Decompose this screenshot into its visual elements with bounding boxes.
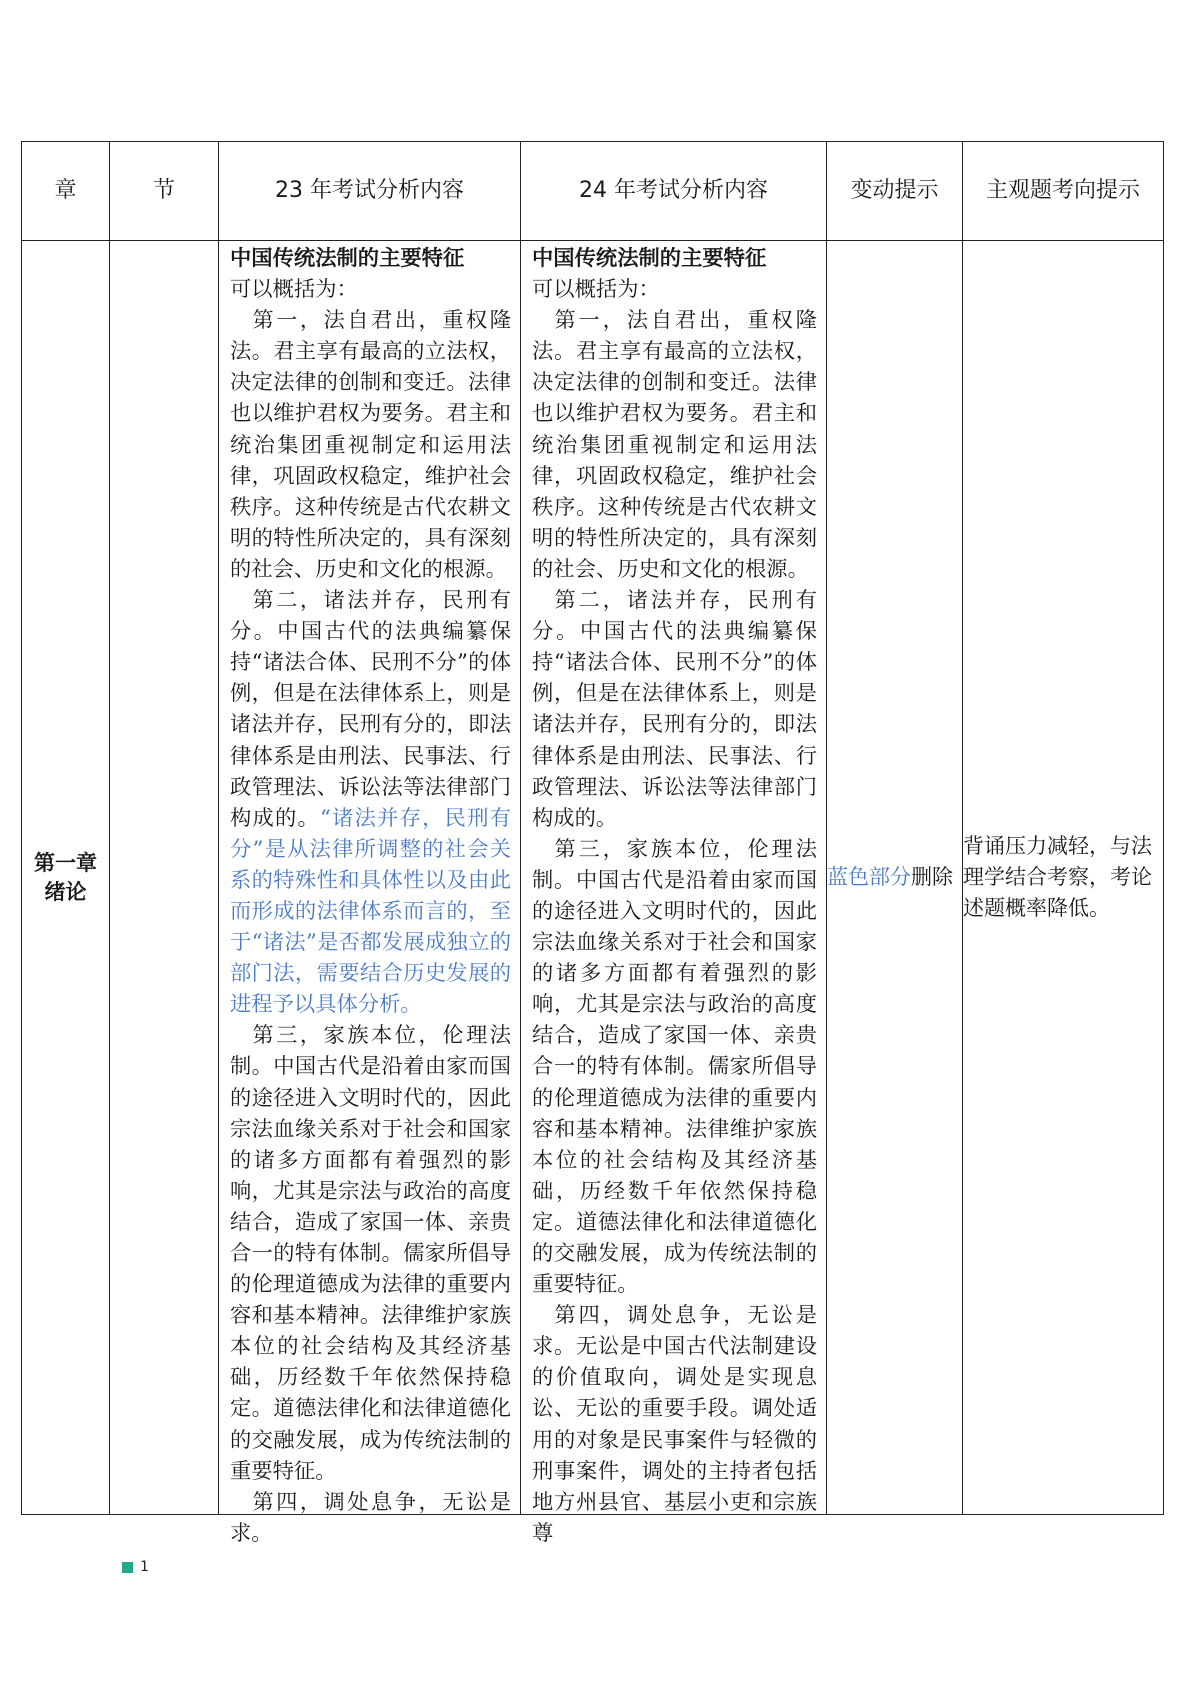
point-1: 第一，法自君出，重权隆法。君主享有最高的立法权，决定法律的创制和变迁。法律也以维护君权为要务。君主和统治集团重视制定和运用法律，巩固政权稳定，维护社会秩序。这种传统是古代农耕文明的特性所决定的，具有深刻的社会、历史和文化的根源。 <box>532 308 817 582</box>
chapter-cell <box>22 241 110 1515</box>
header-row <box>22 142 1164 241</box>
header-section: 节 <box>110 142 219 241</box>
chapter-number: 第一章 <box>34 850 97 875</box>
topic-title: 中国传统法制的主要特征 <box>230 246 465 271</box>
section-cell <box>110 241 219 1515</box>
point-2: 第二，诸法并存，民刑有分。中国古代的法典编纂保持“诸法合体、民刑不分”的体例，但是在法律体系上，则是诸法并存，民刑有分的，即法律体系是由刑法、民事法、行政管理法、诉讼法等法律部门构成的。 <box>532 588 817 831</box>
point-3: 第三，家族本位，伦理法制。中国古代是沿着由家而国的途径进入文明时代的，因此宗法血缘关系对于社会和国家的诸多方面都有着强烈的影响，尤其是宗法与政治的高度结合，造成了家国一体、亲贵合一的特有体制。儒家所倡导的伦理道德成为法律的重要内容和基本精神。法律维护家族本位的社会结构及其经济基础，历经数千年依然保持稳定。道德法律化和法律道德化的交融发展，成为传统法制的重要特征。 <box>532 836 817 1298</box>
topic-intro: 可以概括为： <box>532 277 660 303</box>
page-number: 1 <box>140 1559 149 1575</box>
content-2023-cell <box>219 241 521 1546</box>
topic-title: 中国传统法制的主要特征 <box>532 246 767 271</box>
header-2024-content: 24 年考试分析内容 <box>521 142 827 241</box>
header-chapter: 章 <box>22 142 110 241</box>
change-cell <box>827 241 963 1515</box>
chapter-title: 绪论 <box>44 879 87 904</box>
square-marker-icon <box>122 1562 133 1573</box>
point-1: 第一，法自君出，重权隆法。君主享有最高的立法权，决定法律的创制和变迁。法律也以维护君权为要务。君主和统治集团重视制定和运用法律，巩固政权稳定，维护社会秩序。这种传统是古代农耕文明的特性所决定的，具有深刻的社会、历史和文化的根源。 <box>230 308 511 582</box>
content-2024-cell <box>521 241 827 1546</box>
hint-cell: 背诵压力减轻，与法理学结合考察，考论述题概率降低。 <box>963 241 1164 1515</box>
topic-intro: 可以概括为： <box>230 277 358 303</box>
analysis-table <box>21 141 1164 1546</box>
deleted-text: “诸法并存，民刑有分”是从法律所调整的社会关系的特殊性和具体性以及由此而形成的法律体系而言的，至于“诸法”是否都发展成独立的部门法，需要结合历史发展的进程予以具体分析。 <box>230 805 511 1018</box>
page-footer <box>122 1559 149 1575</box>
change-blue-label: 蓝色部分 <box>827 865 911 889</box>
change-action: 删除 <box>911 865 953 889</box>
point-2: 第二，诸法并存，民刑有分。中国古代的法典编纂保持“诸法合体、民刑不分”的体例，但是在法律体系上，则是诸法并存，民刑有分的，即法律体系是由刑法、民事法、行政管理法、诉讼法等法律部门构成的。“诸法并存，民刑有分”是从法律所调整的社会关系的特殊性和具体性以及由此而形成的法律体系而言的，至于“诸法”是否都发展成独立的部门法，需要结合历史发展的进程予以具体分析。 <box>230 588 511 1018</box>
header-2023-content: 23 年考试分析内容 <box>219 142 521 241</box>
header-change-hint: 变动提示 <box>827 142 963 241</box>
table-row <box>22 241 1164 1515</box>
header-subjective-hint: 主观题考向提示 <box>963 142 1164 241</box>
point-4: 第四，调处息争，无讼是求。 <box>230 1489 511 1546</box>
point-3: 第三，家族本位，伦理法制。中国古代是沿着由家而国的途径进入文明时代的，因此宗法血缘关系对于社会和国家的诸多方面都有着强烈的影响，尤其是宗法与政治的高度结合，造成了家国一体、亲贵合一的特有体制。儒家所倡导的伦理道德成为法律的重要内容和基本精神。法律维护家族本位的社会结构及其经济基础，历经数千年依然保持稳定。道德法律化和法律道德化的交融发展，成为传统法制的重要特征。 <box>230 1023 511 1484</box>
point-4: 第四，调处息争，无讼是求。无讼是中国古代法制建设的价值取向，调处是实现息讼、无讼的重要手段。调处适用的对象是民事案件与轻微的刑事案件，调处的主持者包括地方州县官、基层小吏和宗族尊 <box>532 1303 817 1546</box>
